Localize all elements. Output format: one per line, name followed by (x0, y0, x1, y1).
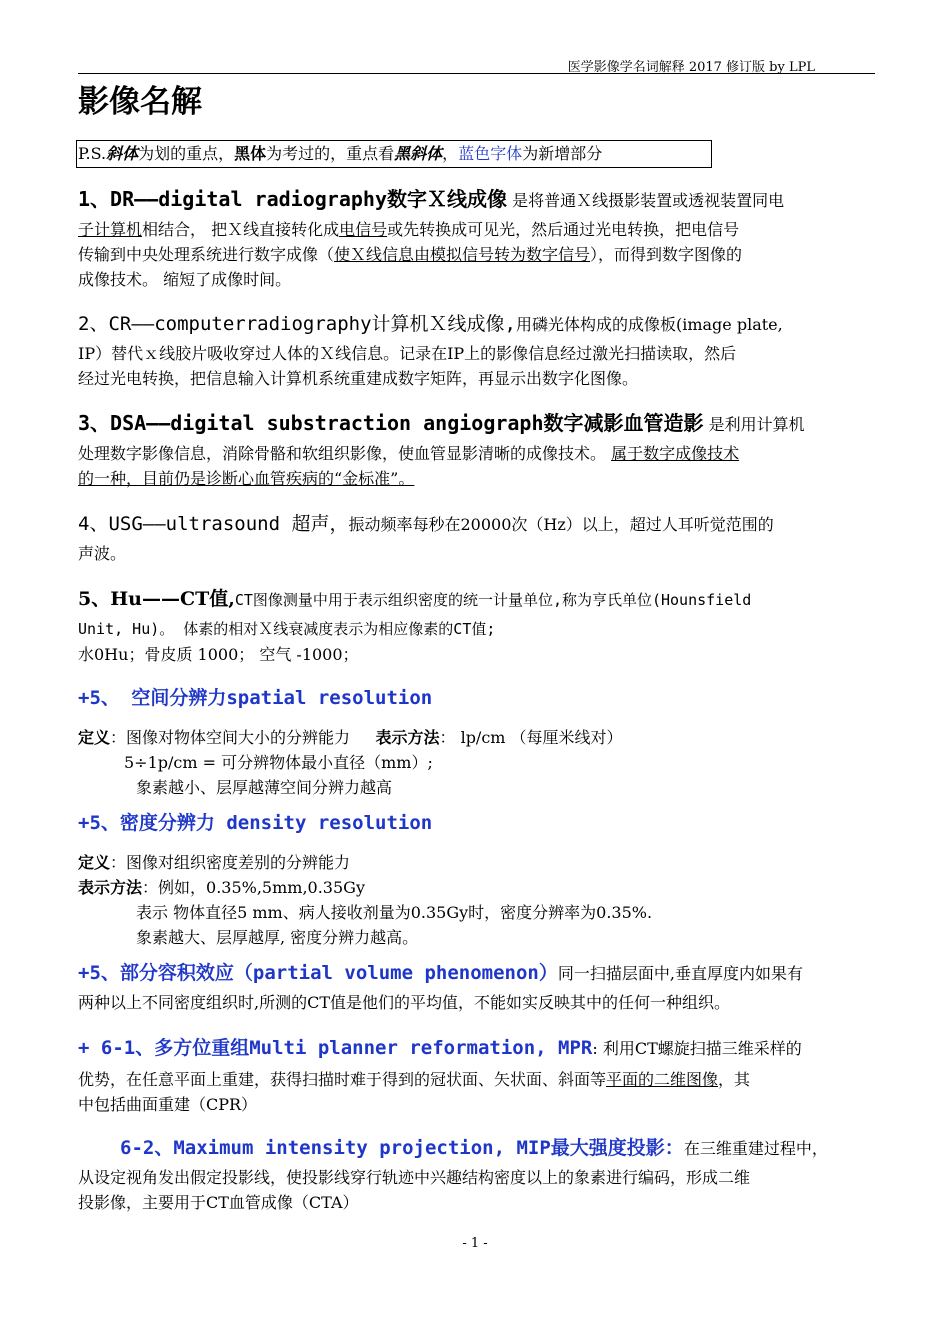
hu-line-3: 水0Hu；骨皮质 1000； 空气 -1000； (78, 645, 359, 664)
ps-text-4: 为新增部分 (522, 144, 603, 163)
density-def-label: 定义 (78, 853, 111, 872)
dr-heading: 1、DR——digital radiography数字Ｘ线成像 (78, 187, 507, 211)
mip-heading: 6-2、Maximum intensity projection, MIP最大强度投影： (120, 1137, 684, 1159)
density-heading: +5、密度分辨力 density resolution (78, 812, 433, 834)
document-title: 影像名解 (78, 84, 202, 120)
dsa-underline-2: 的一种，目前仍是诊断心血管疾病的“金标准”。 (78, 469, 415, 488)
dsa-entry (78, 411, 878, 491)
dr-underline-1: 子计算机 (78, 220, 143, 239)
dr-underline-3: 使Ｘ线信息由模拟信号转为数字信号 (334, 245, 591, 264)
mpr-underline: 平面的二维图像 (606, 1070, 719, 1089)
mpr-entry (78, 1036, 878, 1117)
density-line-3: 表示 物体直径5 mm、病人接收剂量为0.35Gy时，密度分辨率为0.35%. (136, 903, 653, 922)
cr-line-3: 经过光电转换，把信息输入计算机系统重建成数字矩阵，再显示出数字化图像。 (78, 369, 639, 388)
usg-heading: 4、USG——ultrasound 超声， (78, 513, 349, 535)
mpr-line-2a: 优势，在任意平面上重建，获得扫描时难于得到的冠状面、矢状面、斜面等 (78, 1070, 607, 1089)
usg-line-1: 振动频率每秒在20000次（Hz）以上，超过人耳听觉范围的 (348, 515, 774, 534)
pve-line-1: 同一扫描层面中,垂直厚度内如果有 (557, 964, 803, 983)
dr-entry (78, 187, 878, 292)
mip-line-2: 从设定视角发出假定投影线，使投影线穿行轨迹中兴趣结构密度以上的象素进行编码，形成二维 (78, 1168, 751, 1187)
density-line-4: 象素越大、层厚越厚, 密度分辨力越高。 (136, 928, 419, 947)
mip-entry (78, 1136, 878, 1215)
ps-text-1: 为划的重点， (138, 144, 235, 163)
dr-underline-2: 电信号 (339, 220, 388, 239)
spatial-resolution-entry (78, 686, 878, 800)
mpr-line-1: : 利用CT螺旋扫描三维采样的 (592, 1039, 802, 1058)
spatial-method-label: 表示方法 (375, 728, 440, 747)
cr-line-1: 用磷光体构成的成像板(image plate, (515, 315, 783, 334)
spatial-def-label: 定义 (78, 728, 111, 747)
ps-blue: 蓝色字体 (458, 144, 523, 163)
pve-line-2: 两种以上不同密度组织时,所测的CT值是他们的平均值，不能如实反映其中的任何一种组织。 (78, 993, 731, 1012)
dr-line-2b: 或先转换成可见光，然后通过光电转换，把电信号 (387, 220, 740, 239)
mip-line-1: 在三维重建过程中， (683, 1139, 828, 1158)
ps-text-3: ， (442, 144, 459, 163)
density-def-text: ：图像对组织密度差别的分辨能力 (110, 853, 351, 872)
ps-text-2: 为考过的，重点看 (266, 144, 395, 163)
ps-italic-bold: 斜体 (106, 144, 139, 163)
density-method-text: ：例如，0.35%,5mm,0.35Gy (142, 878, 365, 897)
hu-line-2: Unit, Hu)。 体素的相对Ｘ线衰减度表示为相应像素的CT值; (78, 620, 496, 638)
cr-line-2: IP）替代ｘ线胶片吸收穿过人体的Ｘ线信息。记录在IP上的影像信息经过激光扫描读取，然后 (78, 344, 737, 363)
ps-prefix: P.S. (78, 144, 107, 163)
dsa-line-2a: 处理数字影像信息，消除骨骼和软组织影像，使血管显影清晰的成像技术。 (78, 444, 612, 463)
mpr-heading: + 6-1、多方位重组Multi planner reformation, MPR (78, 1037, 593, 1059)
hu-heading: 5、Hu——CT值, (78, 588, 235, 610)
hu-entry (78, 587, 878, 667)
usg-line-2: 声波。 (78, 544, 127, 563)
mpr-line-2b: ，其 (718, 1070, 751, 1089)
cr-entry (78, 312, 878, 391)
hu-line-1: CT图像测量中用于表示组织密度的统一计量单位,称为亨氏单位(Hounsfield (234, 591, 752, 609)
spatial-heading: +5、 空间分辨力spatial resolution (78, 687, 433, 709)
density-resolution-entry (78, 811, 878, 950)
partial-volume-entry (78, 961, 878, 1015)
cr-heading: 2、CR——computerradiography计算机Ｘ线成像, (78, 313, 516, 335)
dr-line-3a: 传输到中央处理系统进行数字成像（ (78, 245, 335, 264)
spatial-def-text: ：图像对物体空间大小的分辨能力 (110, 728, 351, 747)
dr-line-3b: ），而得到数字图像的 (590, 245, 743, 264)
usg-entry (78, 512, 878, 566)
ps-bold-italic: 黑斜体 (394, 144, 443, 163)
header-text: 医学影像学名词解释 2017 修订版 by LPL (567, 60, 815, 75)
dsa-underline-1: 属于数字成像技术 (611, 444, 740, 463)
mip-line-3: 投影像，主要用于CT血管成像（CTA） (78, 1193, 359, 1212)
density-method-label: 表示方法 (78, 878, 143, 897)
dr-line-1: 是将普通Ｘ线摄影装置或透视装置同电 (512, 191, 785, 210)
mpr-line-3: 中包括曲面重建（CPR） (78, 1095, 258, 1114)
dsa-heading: 3、DSA——digital substraction angiograph数字减影血管造影 (78, 411, 704, 435)
dr-line-4: 成像技术。 缩短了成像时间。 (78, 270, 292, 289)
page-header (78, 56, 875, 74)
dr-line-2a: 相结合， 把Ｘ线直接转化成 (142, 220, 340, 239)
ps-note-box (76, 140, 712, 168)
spatial-line-2: 5÷1p/cm = 可分辨物体最小直径（mm）; (124, 753, 433, 772)
page-number: - 1 - (462, 1236, 488, 1251)
dsa-line-1: 是利用计算机 (708, 415, 805, 434)
spatial-method-text: ： lp/cm （每厘米线对） (439, 728, 623, 747)
ps-bold: 黑体 (234, 144, 267, 163)
spatial-line-3: 象素越小、层厚越薄空间分辨力越高 (136, 778, 393, 797)
pve-heading: +5、部分容积效应（partial volume phenomenon） (78, 962, 558, 984)
